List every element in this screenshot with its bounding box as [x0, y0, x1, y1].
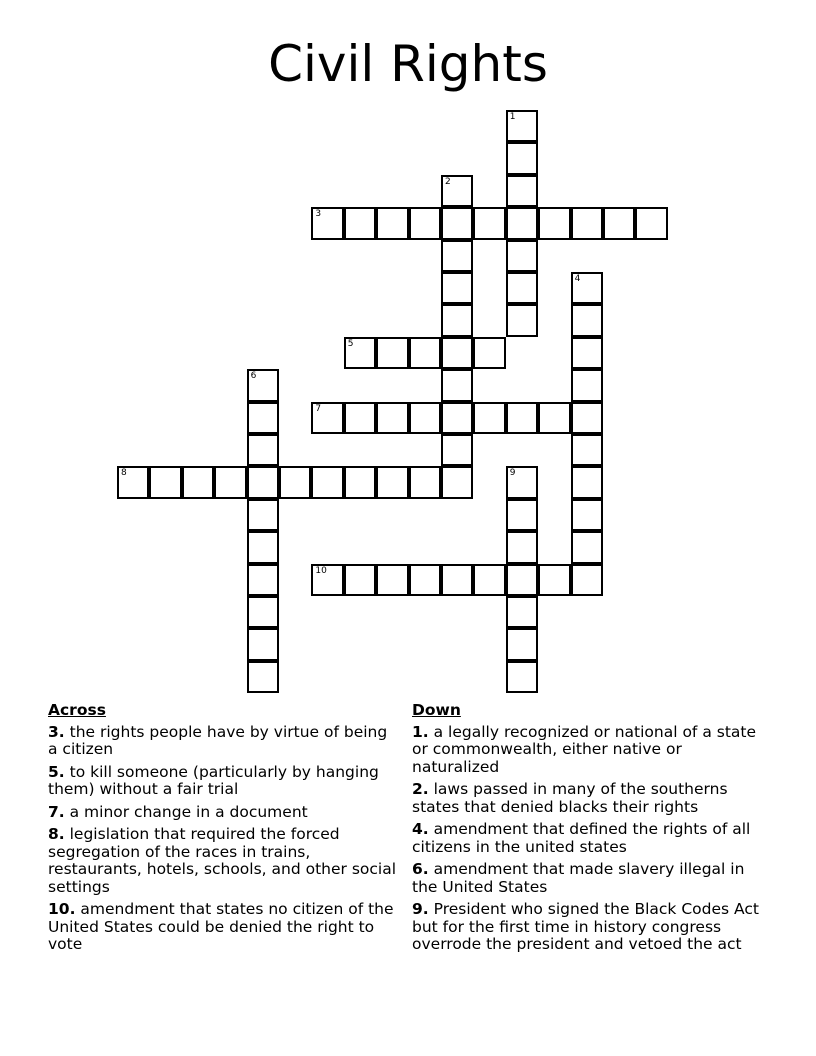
- crossword-cell[interactable]: [344, 402, 376, 434]
- crossword-cell[interactable]: [441, 369, 473, 401]
- crossword-cell[interactable]: [635, 207, 667, 239]
- cell-number: 7: [315, 403, 322, 414]
- crossword-cell[interactable]: [538, 402, 570, 434]
- crossword-cell[interactable]: [441, 402, 473, 434]
- crossword-cell[interactable]: [603, 207, 635, 239]
- crossword-cell[interactable]: [409, 564, 441, 596]
- crossword-cell[interactable]: [473, 564, 505, 596]
- crossword-cell[interactable]: [376, 466, 408, 498]
- crossword-cell[interactable]: [247, 628, 279, 660]
- clue-item: 8. legislation that required the forced segregation of the races in trains, restaurants, hotels, schools, and other social settings: [48, 825, 397, 896]
- crossword-cell[interactable]: [538, 207, 570, 239]
- crossword-cell[interactable]: [376, 337, 408, 369]
- crossword-cell[interactable]: [506, 240, 538, 272]
- down-clues: [412, 702, 772, 959]
- clue-item: 6. amendment that made slavery illegal in the United States: [412, 860, 745, 896]
- crossword-cell[interactable]: [571, 402, 603, 434]
- crossword-cell[interactable]: [247, 661, 279, 693]
- crossword-cell[interactable]: [506, 661, 538, 693]
- cell-number: 10: [315, 565, 327, 576]
- crossword-cell[interactable]: [311, 402, 343, 434]
- crossword-cell[interactable]: [473, 207, 505, 239]
- crossword-cell[interactable]: [247, 596, 279, 628]
- crossword-cell[interactable]: [441, 175, 473, 207]
- crossword-cell[interactable]: [571, 564, 603, 596]
- crossword-cell[interactable]: [409, 466, 441, 498]
- crossword-cell[interactable]: [571, 434, 603, 466]
- crossword-cell[interactable]: [311, 564, 343, 596]
- crossword-cell[interactable]: [149, 466, 181, 498]
- crossword-cell[interactable]: [571, 337, 603, 369]
- crossword-cell[interactable]: [441, 207, 473, 239]
- cell-number: 6: [250, 371, 257, 382]
- crossword-cell[interactable]: [441, 434, 473, 466]
- crossword-cell[interactable]: [311, 466, 343, 498]
- crossword-cell[interactable]: [311, 207, 343, 239]
- crossword-cell[interactable]: [571, 369, 603, 401]
- down-heading: Down: [412, 701, 461, 719]
- crossword-cell[interactable]: [247, 564, 279, 596]
- crossword-cell[interactable]: [247, 369, 279, 401]
- crossword-cell[interactable]: [506, 564, 538, 596]
- clue-item: 5. to kill someone (particularly by hanging them) without a fair trial: [48, 762, 379, 798]
- crossword-cell[interactable]: [117, 466, 149, 498]
- crossword-cell[interactable]: [506, 142, 538, 174]
- crossword-cell[interactable]: [473, 402, 505, 434]
- clue-item: 9. President who signed the Black Codes Act but for the first time in history congress overrode the president and vetoed the act: [412, 900, 759, 953]
- crossword-cell[interactable]: [506, 304, 538, 336]
- crossword-cell[interactable]: [409, 402, 441, 434]
- clue-item: 10. amendment that states no citizen of the United States could be denied the right to vote: [48, 900, 394, 953]
- cell-number: 1: [509, 112, 516, 122]
- clue-item: 1. a legally recognized or national of a state or commonwealth, either native or naturalized: [412, 722, 757, 776]
- crossword-cell[interactable]: [441, 564, 473, 596]
- crossword-cell[interactable]: [506, 207, 538, 239]
- crossword-cell[interactable]: [279, 466, 311, 498]
- crossword-cell[interactable]: [571, 272, 603, 304]
- crossword-cell[interactable]: [441, 304, 473, 336]
- crossword-cell[interactable]: [441, 240, 473, 272]
- cell-number: 5: [347, 338, 354, 349]
- crossword-cell[interactable]: [506, 531, 538, 563]
- across-clues: [48, 702, 400, 959]
- crossword-cell[interactable]: [409, 337, 441, 369]
- crossword-cell[interactable]: [506, 628, 538, 660]
- crossword-cell[interactable]: [344, 207, 376, 239]
- crossword-cell[interactable]: [571, 207, 603, 239]
- crossword-cell[interactable]: [506, 596, 538, 628]
- crossword-cell[interactable]: [571, 531, 603, 563]
- crossword-cell[interactable]: [376, 207, 408, 239]
- crossword-cell[interactable]: [344, 337, 376, 369]
- crossword-cell[interactable]: [247, 402, 279, 434]
- crossword-cell[interactable]: [376, 402, 408, 434]
- crossword-cell[interactable]: [441, 272, 473, 304]
- crossword-cell[interactable]: [538, 564, 570, 596]
- clue-item: 7. a minor change in a document: [48, 802, 308, 821]
- crossword-cell[interactable]: [506, 175, 538, 207]
- clue-item: 3. the rights people have by virtue of being a citizen: [48, 722, 388, 758]
- crossword-cell[interactable]: [344, 466, 376, 498]
- cell-number: 4: [574, 274, 581, 284]
- across-heading: Across: [48, 701, 106, 719]
- page-title: Civil Rights: [268, 35, 548, 93]
- crossword-cell[interactable]: [506, 466, 538, 498]
- crossword-cell[interactable]: [214, 466, 246, 498]
- crossword-cell[interactable]: [344, 564, 376, 596]
- crossword-cell[interactable]: [571, 499, 603, 531]
- crossword-cell[interactable]: [247, 434, 279, 466]
- crossword-cell[interactable]: [247, 499, 279, 531]
- crossword-cell[interactable]: [571, 466, 603, 498]
- crossword-cell[interactable]: [571, 304, 603, 336]
- cell-number: 9: [509, 468, 516, 479]
- cell-number: 3: [315, 209, 322, 220]
- crossword-cell[interactable]: [409, 207, 441, 239]
- clue-item: 2. laws passed in many of the southerns states that denied blacks their rights: [412, 780, 728, 816]
- crossword-cell[interactable]: [506, 272, 538, 304]
- cell-number: 8: [121, 468, 127, 479]
- crossword-cell[interactable]: [473, 337, 505, 369]
- crossword-cell[interactable]: [441, 337, 473, 369]
- crossword-cell[interactable]: [506, 499, 538, 531]
- clue-item: 4. amendment that defined the rights of all citizens in the united states: [412, 820, 751, 856]
- crossword-cell[interactable]: [247, 531, 279, 563]
- crossword-cell[interactable]: [441, 466, 473, 498]
- crossword-cell[interactable]: [376, 564, 408, 596]
- crossword-cell[interactable]: [247, 466, 279, 498]
- crossword-cell[interactable]: [182, 466, 214, 498]
- cell-number: 2: [445, 176, 451, 187]
- crossword-cell[interactable]: [506, 402, 538, 434]
- crossword-cell[interactable]: [506, 110, 538, 142]
